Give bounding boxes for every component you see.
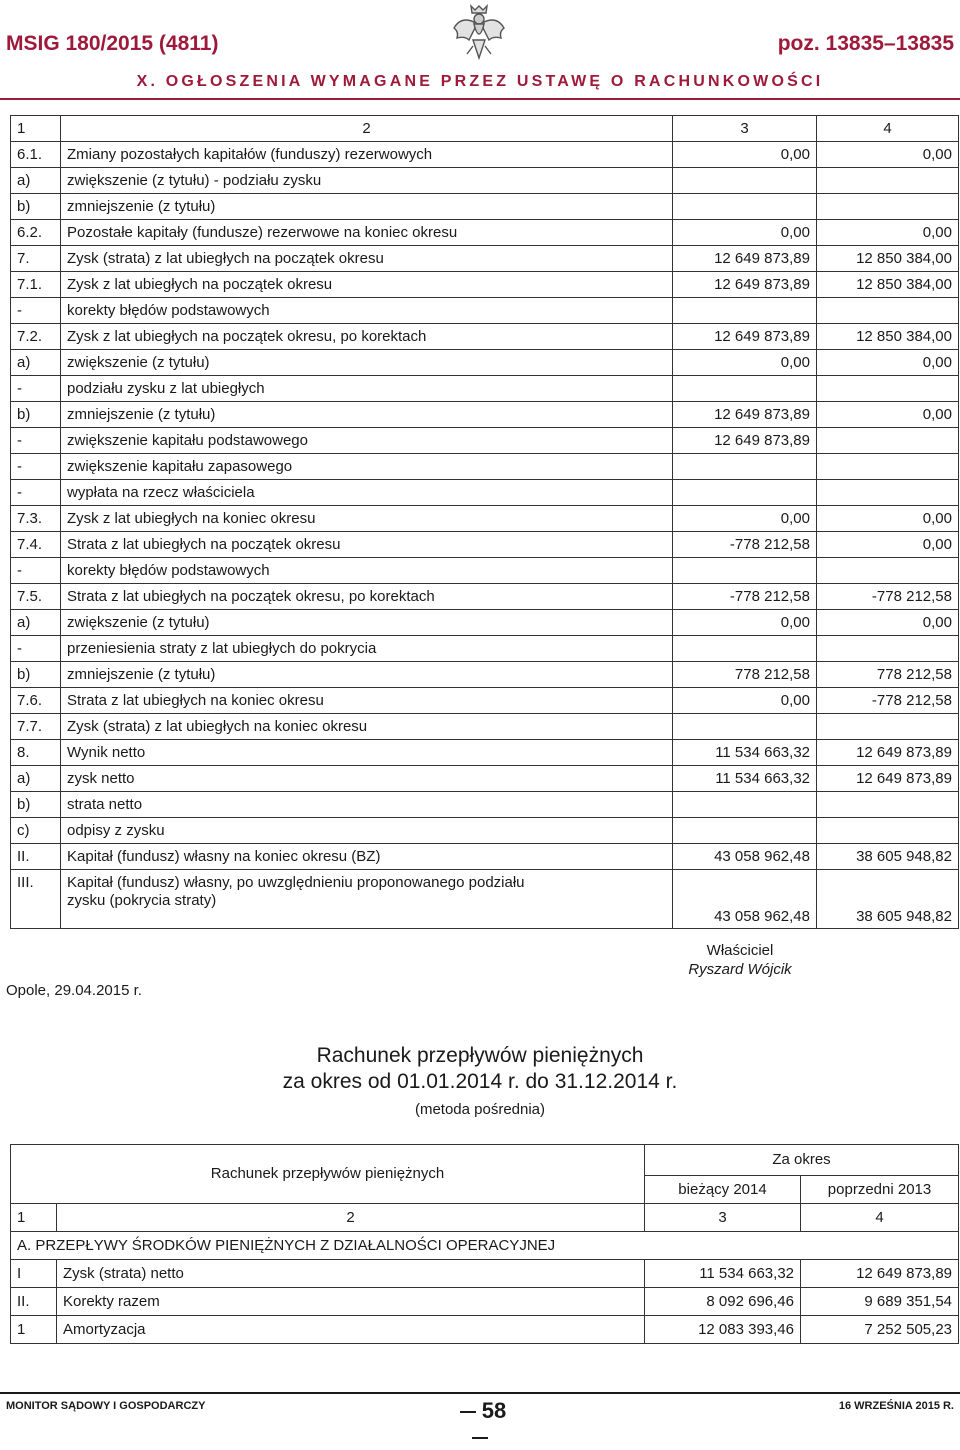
section-title: X. OGŁOSZENIA WYMAGANE PRZEZ USTAWĘ O RACHUNKOWOŚCI <box>136 73 824 90</box>
row-number: 7.6. <box>11 688 61 714</box>
row-value-current <box>673 558 817 584</box>
row-value-current: 11 534 663,32 <box>673 766 817 792</box>
col-number: 3 <box>673 116 817 142</box>
row-value-current: 11 534 663,32 <box>673 740 817 766</box>
equity-changes-table <box>10 115 959 929</box>
row-number: 8. <box>11 740 61 766</box>
row-value-previous: 0,00 <box>817 142 959 168</box>
cashflow-title-line2: za okres od 01.01.2014 r. do 31.12.2014 r. <box>282 1070 678 1093</box>
table-row <box>11 688 959 714</box>
table-row <box>11 584 959 610</box>
cashflow-head-row <box>11 1145 959 1176</box>
row-value-previous: 38 605 948,82 <box>817 844 959 870</box>
cashflow-head-previous: poprzedni 2013 <box>801 1176 959 1204</box>
row-number: 7.4. <box>11 532 61 558</box>
col-number: 2 <box>61 116 673 142</box>
row-value-previous <box>817 636 959 662</box>
row-value-previous: 12 649 873,89 <box>817 766 959 792</box>
row-value-previous <box>817 558 959 584</box>
row-label: Strata z lat ubiegłych na początek okresu, po korektach <box>61 584 673 610</box>
cashflow-method: (metoda pośrednia) <box>414 1101 546 1118</box>
row-value-previous: -778 212,58 <box>817 584 959 610</box>
row-value-current: 43 058 962,48 <box>673 870 817 929</box>
row-number: a) <box>11 168 61 194</box>
cashflow-title-line1: Rachunek przepływów pieniężnych <box>316 1044 644 1067</box>
row-value-previous <box>817 298 959 324</box>
row-value-previous: 12 649 873,89 <box>801 1260 959 1288</box>
row-value-previous: 7 252 505,23 <box>801 1316 959 1344</box>
row-value-previous: 0,00 <box>817 220 959 246</box>
row-label: Strata z lat ubiegłych na koniec okresu <box>61 688 673 714</box>
table-row <box>11 168 959 194</box>
row-value-current <box>673 298 817 324</box>
row-value-current: 0,00 <box>673 350 817 376</box>
table-row <box>11 272 959 298</box>
row-label: Zmiany pozostałych kapitałów (funduszy) rezerwowych <box>61 142 673 168</box>
table-row <box>11 844 959 870</box>
col-number: 4 <box>817 116 959 142</box>
row-number: 7.2. <box>11 324 61 350</box>
row-label: Strata z lat ubiegłych na początek okresu <box>61 532 673 558</box>
row-value-current: 0,00 <box>673 142 817 168</box>
row-number: II. <box>11 844 61 870</box>
cashflow-body <box>11 1145 959 1344</box>
row-value-previous: 38 605 948,82 <box>817 870 959 929</box>
row-label: Zysk (strata) netto <box>57 1260 645 1288</box>
table-row <box>11 714 959 740</box>
row-value-previous: 12 850 384,00 <box>817 324 959 350</box>
row-value-current <box>673 480 817 506</box>
cashflow-section-a: A. PRZEPŁYWY ŚRODKÓW PIENIĘŻNYCH Z DZIAŁALNOŚCI OPERACYJNEJ <box>11 1232 959 1260</box>
col-number: 1 <box>11 1204 57 1232</box>
footer-page-number: 58 <box>440 1398 520 1450</box>
table-row <box>11 506 959 532</box>
table-row <box>11 194 959 220</box>
row-label: Kapitał (fundusz) własny na koniec okresu (BZ) <box>61 844 673 870</box>
row-number: b) <box>11 402 61 428</box>
row-label: zwiększenie kapitału podstawowego <box>61 428 673 454</box>
cashflow-section-row <box>11 1232 959 1260</box>
row-number: - <box>11 454 61 480</box>
row-value-previous: 0,00 <box>817 402 959 428</box>
row-label: zmniejszenie (z tytułu) <box>61 402 673 428</box>
row-value-current: -778 212,58 <box>673 584 817 610</box>
cashflow-head-label: Rachunek przepływów pieniężnych <box>11 1145 645 1204</box>
row-label: zwiększenie (z tytułu) <box>61 350 673 376</box>
table-row <box>11 558 959 584</box>
row-number: 7.1. <box>11 272 61 298</box>
row-value-current: 12 083 393,46 <box>645 1316 801 1344</box>
footer-date: 16 WRZEŚNIA 2015 R. <box>838 1400 954 1412</box>
table-row <box>11 1260 959 1288</box>
row-number: - <box>11 428 61 454</box>
table-row <box>11 454 959 480</box>
row-value-current: 12 649 873,89 <box>673 272 817 298</box>
row-value-current: 12 649 873,89 <box>673 246 817 272</box>
table-row <box>11 792 959 818</box>
row-value-previous: -778 212,58 <box>817 688 959 714</box>
table-row <box>11 376 959 402</box>
row-label: odpisy z zysku <box>61 818 673 844</box>
row-number: 7. <box>11 246 61 272</box>
row-value-current: 0,00 <box>673 506 817 532</box>
row-value-current: 12 649 873,89 <box>673 324 817 350</box>
row-value-previous: 778 212,58 <box>817 662 959 688</box>
row-number: - <box>11 636 61 662</box>
row-label-line: zysku (pokrycia straty) <box>67 892 217 909</box>
table-row <box>11 610 959 636</box>
table-row <box>11 142 959 168</box>
row-number: - <box>11 376 61 402</box>
row-value-previous <box>817 376 959 402</box>
row-value-current: 11 534 663,32 <box>645 1260 801 1288</box>
row-number: b) <box>11 792 61 818</box>
table-row <box>11 1316 959 1344</box>
col-number: 4 <box>801 1204 959 1232</box>
row-value-current: -778 212,58 <box>673 532 817 558</box>
row-number: - <box>11 480 61 506</box>
row-label: zwiększenie (z tytułu) <box>61 610 673 636</box>
row-number: a) <box>11 766 61 792</box>
cashflow-head-current: bieżący 2014 <box>645 1176 801 1204</box>
row-value-previous: 12 850 384,00 <box>817 272 959 298</box>
row-value-previous: 0,00 <box>817 506 959 532</box>
row-label: Zysk (strata) z lat ubiegłych na koniec okresu <box>61 714 673 740</box>
footer-publication: MONITOR SĄDOWY I GOSPODARCZY <box>6 1400 206 1412</box>
table-row <box>11 1288 959 1316</box>
row-number: 6.1. <box>11 142 61 168</box>
row-label: Wynik netto <box>61 740 673 766</box>
row-value-previous <box>817 480 959 506</box>
table-row <box>11 246 959 272</box>
col-number: 1 <box>11 116 61 142</box>
cashflow-head-period: Za okres <box>645 1145 959 1176</box>
header-position: poz. 13835–13835 <box>777 32 954 55</box>
col-number: 2 <box>57 1204 645 1232</box>
row-label: Zysk z lat ubiegłych na początek okresu <box>61 272 673 298</box>
row-label <box>61 870 673 929</box>
cashflow-title <box>0 1043 960 1095</box>
row-value-current <box>673 376 817 402</box>
row-value-previous <box>817 194 959 220</box>
row-number: I <box>11 1260 57 1288</box>
table-row <box>11 350 959 376</box>
row-label: strata netto <box>61 792 673 818</box>
equity-changes-body <box>11 116 959 870</box>
table-row <box>11 766 959 792</box>
row-value-previous <box>817 454 959 480</box>
row-label: Amortyzacja <box>57 1316 645 1344</box>
row-number: 7.3. <box>11 506 61 532</box>
row-value-current: 0,00 <box>673 688 817 714</box>
row-value-previous <box>817 792 959 818</box>
row-number: II. <box>11 1288 57 1316</box>
header-issue: MSIG 180/2015 (4811) <box>6 32 219 55</box>
row-value-current <box>673 454 817 480</box>
row-value-current: 778 212,58 <box>673 662 817 688</box>
row-number: 7.7. <box>11 714 61 740</box>
equity-final-body <box>11 870 959 929</box>
table-row <box>11 480 959 506</box>
row-value-previous: 0,00 <box>817 350 959 376</box>
row-value-current: 43 058 962,48 <box>673 844 817 870</box>
row-value-current: 12 649 873,89 <box>673 428 817 454</box>
table-header-row <box>11 116 959 142</box>
signatory-name: Ryszard Wójcik <box>688 961 792 978</box>
table-row <box>11 532 959 558</box>
row-label: podziału zysku z lat ubiegłych <box>61 376 673 402</box>
row-label: Korekty razem <box>57 1288 645 1316</box>
row-value-current <box>673 636 817 662</box>
row-number: - <box>11 558 61 584</box>
row-value-current: 8 092 696,46 <box>645 1288 801 1316</box>
table-row <box>11 324 959 350</box>
row-value-current <box>673 818 817 844</box>
row-value-current <box>673 168 817 194</box>
row-value-previous: 9 689 351,54 <box>801 1288 959 1316</box>
row-number: III. <box>11 870 61 929</box>
header-rule <box>0 98 960 100</box>
row-label: zwiększenie kapitału zapasowego <box>61 454 673 480</box>
row-number: - <box>11 298 61 324</box>
table-row <box>11 402 959 428</box>
table-row <box>11 220 959 246</box>
row-number: 1 <box>11 1316 57 1344</box>
table-row <box>11 428 959 454</box>
row-label: Pozostałe kapitały (fundusze) rezerwowe na koniec okresu <box>61 220 673 246</box>
row-value-previous: 0,00 <box>817 610 959 636</box>
row-value-previous <box>817 714 959 740</box>
row-value-current <box>673 194 817 220</box>
row-value-previous <box>817 818 959 844</box>
row-label: Zysk z lat ubiegłych na początek okresu, po korektach <box>61 324 673 350</box>
row-label-line: Kapitał (fundusz) własny, po uwzględnieniu proponowanego podziału <box>67 874 525 891</box>
place-date: Opole, 29.04.2015 r. <box>6 982 142 999</box>
table-row <box>11 662 959 688</box>
row-value-previous <box>817 428 959 454</box>
row-value-current <box>673 714 817 740</box>
row-label: zmniejszenie (z tytułu) <box>61 662 673 688</box>
row-value-previous: 12 649 873,89 <box>817 740 959 766</box>
eagle-emblem-icon <box>451 2 507 62</box>
row-number: 7.5. <box>11 584 61 610</box>
row-number: b) <box>11 194 61 220</box>
row-value-current <box>673 792 817 818</box>
row-label: zmniejszenie (z tytułu) <box>61 194 673 220</box>
signatory-role: Właściciel <box>706 942 774 959</box>
row-number: a) <box>11 350 61 376</box>
table-row <box>11 636 959 662</box>
row-label: zysk netto <box>61 766 673 792</box>
row-value-previous: 0,00 <box>817 532 959 558</box>
row-number: b) <box>11 662 61 688</box>
row-label: korekty błędów podstawowych <box>61 558 673 584</box>
row-number: c) <box>11 818 61 844</box>
table-row <box>11 740 959 766</box>
row-label: Zysk z lat ubiegłych na koniec okresu <box>61 506 673 532</box>
footer-rule <box>0 1392 960 1394</box>
row-value-current: 0,00 <box>673 220 817 246</box>
table-row <box>11 298 959 324</box>
row-value-previous <box>817 168 959 194</box>
row-label: wypłata na rzecz właściciela <box>61 480 673 506</box>
row-number: a) <box>11 610 61 636</box>
row-label: przeniesienia straty z lat ubiegłych do pokrycia <box>61 636 673 662</box>
table-row <box>11 870 959 929</box>
cashflow-table <box>10 1144 959 1344</box>
row-label: Zysk (strata) z lat ubiegłych na początek okresu <box>61 246 673 272</box>
col-number: 3 <box>645 1204 801 1232</box>
row-label: zwiększenie (z tytułu) - podziału zysku <box>61 168 673 194</box>
row-label: korekty błędów podstawowych <box>61 298 673 324</box>
row-value-current: 12 649 873,89 <box>673 402 817 428</box>
cashflow-colnum-row <box>11 1204 959 1232</box>
table-row <box>11 818 959 844</box>
row-value-current: 0,00 <box>673 610 817 636</box>
row-number: 6.2. <box>11 220 61 246</box>
row-value-previous: 12 850 384,00 <box>817 246 959 272</box>
